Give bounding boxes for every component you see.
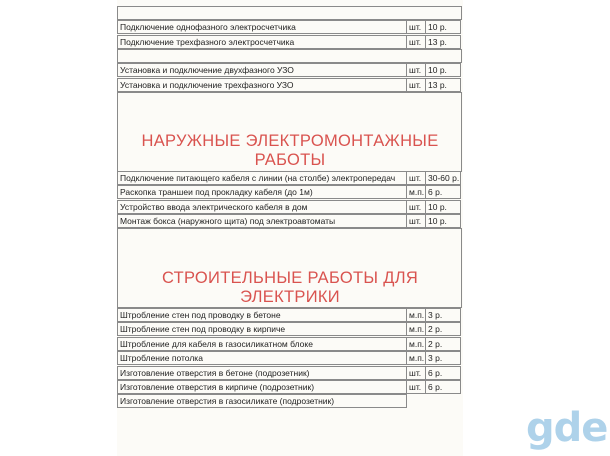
service-name: Подключение питающего кабеля с линии (на столбе) электропередач xyxy=(117,171,407,185)
service-name: Штробление стен под проводку в кирпиче xyxy=(117,322,407,336)
service-price: 2 р. xyxy=(425,337,461,351)
service-name: Раскопка траншеи под прокладку кабеля (до 1м) xyxy=(117,185,407,199)
service-unit: м.п. xyxy=(406,351,426,365)
service-name: Монтаж бокса (наружного щита) под электроавтоматы xyxy=(117,214,407,228)
service-unit: м.п. xyxy=(406,185,426,199)
service-unit: шт. xyxy=(406,78,426,92)
service-unit: шт. xyxy=(406,20,426,34)
service-unit: шт. xyxy=(406,63,426,77)
service-price: 6 р. xyxy=(425,185,461,199)
service-unit: шт. xyxy=(406,171,426,185)
section-title: НАРУЖНЫЕ ЭЛЕКТРОМОНТАЖНЫЕ РАБОТЫ xyxy=(141,132,439,169)
service-name: Штробление стен под проводку в бетоне xyxy=(117,308,407,322)
service-price: 3 р. xyxy=(425,351,461,365)
watermark-logo: gde xyxy=(526,405,608,451)
service-price: 13 р. xyxy=(425,35,461,49)
service-price: 10 р. xyxy=(425,20,461,34)
service-name: Изготовление отверстия в газосиликате (подрозетник) xyxy=(117,394,407,408)
blank-row xyxy=(117,49,462,63)
service-name: Штробление для кабеля в газосиликатном блоке xyxy=(117,337,407,351)
service-unit: шт. xyxy=(406,366,426,380)
blank-row xyxy=(117,6,462,20)
service-unit: м.п. xyxy=(406,337,426,351)
service-name: Устройство ввода электрического кабеля в дом xyxy=(117,200,407,214)
service-unit: шт. xyxy=(406,200,426,214)
service-price: 2 р. xyxy=(425,322,461,336)
service-unit xyxy=(406,394,426,408)
section-title: СТРОИТЕЛЬНЫЕ РАБОТЫ ДЛЯ ЭЛЕКТРИКИ xyxy=(161,269,419,306)
service-name: Изготовление отверстия в кирпиче (подрозетник) xyxy=(117,380,407,394)
service-name: Установка и подключение двухфазного УЗО xyxy=(117,63,407,77)
service-price: 3 р. xyxy=(425,308,461,322)
service-price: 6 р. xyxy=(425,366,461,380)
service-name: Подключение трехфазного электросчетчика xyxy=(117,35,407,49)
service-unit: шт. xyxy=(406,214,426,228)
service-name: Подключение однофазного электросчетчика xyxy=(117,20,407,34)
service-price: 30-60 р. xyxy=(425,171,461,185)
service-price: 10 р. xyxy=(425,214,461,228)
service-unit: м.п. xyxy=(406,308,426,322)
service-price xyxy=(425,394,461,408)
service-name: Изготовление отверстия в бетоне (подрозетник) xyxy=(117,366,407,380)
service-price: 10 р. xyxy=(425,63,461,77)
service-unit: шт. xyxy=(406,35,426,49)
service-price: 10 р. xyxy=(425,200,461,214)
service-price: 6 р. xyxy=(425,380,461,394)
service-unit: м.п. xyxy=(406,322,426,336)
service-name: Установка и подключение трехфазного УЗО xyxy=(117,78,407,92)
service-price: 13 р. xyxy=(425,78,461,92)
service-unit: шт. xyxy=(406,380,426,394)
service-name: Штробление потолка xyxy=(117,351,407,365)
